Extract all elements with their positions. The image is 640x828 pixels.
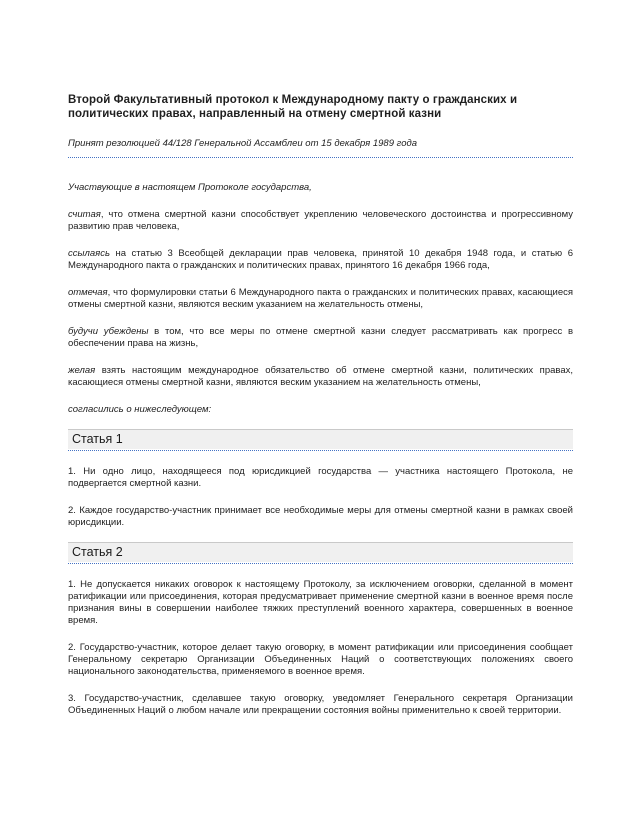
preamble-lead: ссылаясь <box>68 248 110 259</box>
preamble-paragraph <box>68 287 573 311</box>
article-2-body <box>68 579 573 717</box>
preamble-paragraph <box>68 404 573 416</box>
preamble-lead: считая <box>68 209 101 220</box>
article-paragraph: 3. Государство-участник, сделавшее такую оговорку, уведомляет Генерального секретаря Организации Объединенных Наций о любом начале или прекращении состояния войны применительно к своей территории. <box>68 693 573 716</box>
preamble-text: в том, что все меры по отмене смертной казни следует рассматривать как прогресс в обеспечении права на жизнь, <box>68 326 573 349</box>
preamble-lead: будучи убеждены <box>68 326 149 337</box>
preamble-text: , что отмена смертной казни способствует укреплению человеческого достоинства и прогрессивному развитию прав человека, <box>68 209 573 232</box>
article-paragraph: 1. Ни одно лицо, находящееся под юрисдикцией государства — участника настоящего Протокола, не подвергается смертной казни. <box>68 466 573 489</box>
preamble-lead: согласились о нижеследующем: <box>68 404 212 415</box>
section-divider <box>68 157 573 158</box>
preamble-lead: желая <box>68 365 96 376</box>
preamble-lead: отмечая <box>68 287 108 298</box>
preamble-paragraph <box>68 209 573 233</box>
article-2-heading: Статья 2 <box>68 542 573 562</box>
preamble <box>68 182 573 416</box>
article-1-divider <box>68 450 573 451</box>
preamble-text: взять настоящим международное обязательство об отмене смертной казни, политических правах, касающиеся отмены смертной казни, являются веским указанием на желательность отмены, <box>68 365 573 388</box>
article-paragraph: 1. Не допускается никаких оговорок к настоящему Протоколу, за исключением оговорки, сделанной в момент ратификации или присоединения, которая предусматривает применение смертной казни в военное время после признания вины в совершении наиболее тяжких преступлений военного характера, совершенных в военное время. <box>68 579 573 626</box>
page-title: Второй Факультативный протокол к Международному пакту о гражданских и политических правах, направленный на отмену смертной казни <box>68 94 518 120</box>
article-1 <box>68 429 573 529</box>
doc-subtitle: Принят резолюцией 44/128 Генеральной Ассамблеи от 15 декабря 1989 года <box>68 138 418 149</box>
preamble-paragraph <box>68 326 573 350</box>
article-2-divider <box>68 563 573 564</box>
article-1-body <box>68 466 573 529</box>
preamble-paragraph <box>68 365 573 389</box>
preamble-text: на статью 3 Всеобщей декларации прав человека, принятой 10 декабря 1948 года, и статью 6 Международного пакта о гражданских и политических правах, принятого 16 декабря 1966 года, <box>68 248 573 271</box>
preamble-text: , что формулировки статьи 6 Международного пакта о гражданских и политических правах, касающиеся отмены смертной казни, являются веским указанием на желательность отмены, <box>68 287 573 310</box>
article-2 <box>68 542 573 717</box>
preamble-paragraph <box>68 248 573 272</box>
article-paragraph: 2. Каждое государство-участник принимает все необходимые меры для отмены смертной казни в рамках своей юрисдикции. <box>68 505 573 528</box>
preamble-lead: Участвующие в настоящем Протоколе государства, <box>68 182 312 193</box>
article-1-heading: Статья 1 <box>68 429 573 449</box>
article-paragraph: 2. Государство-участник, которое делает такую оговорку, в момент ратификации или присоединения сообщает Генеральному секретарю Организации Объединенных Наций о соответствующих положениях своего национального законодательства, применяемого в военное время. <box>68 642 573 677</box>
preamble-paragraph <box>68 182 573 194</box>
